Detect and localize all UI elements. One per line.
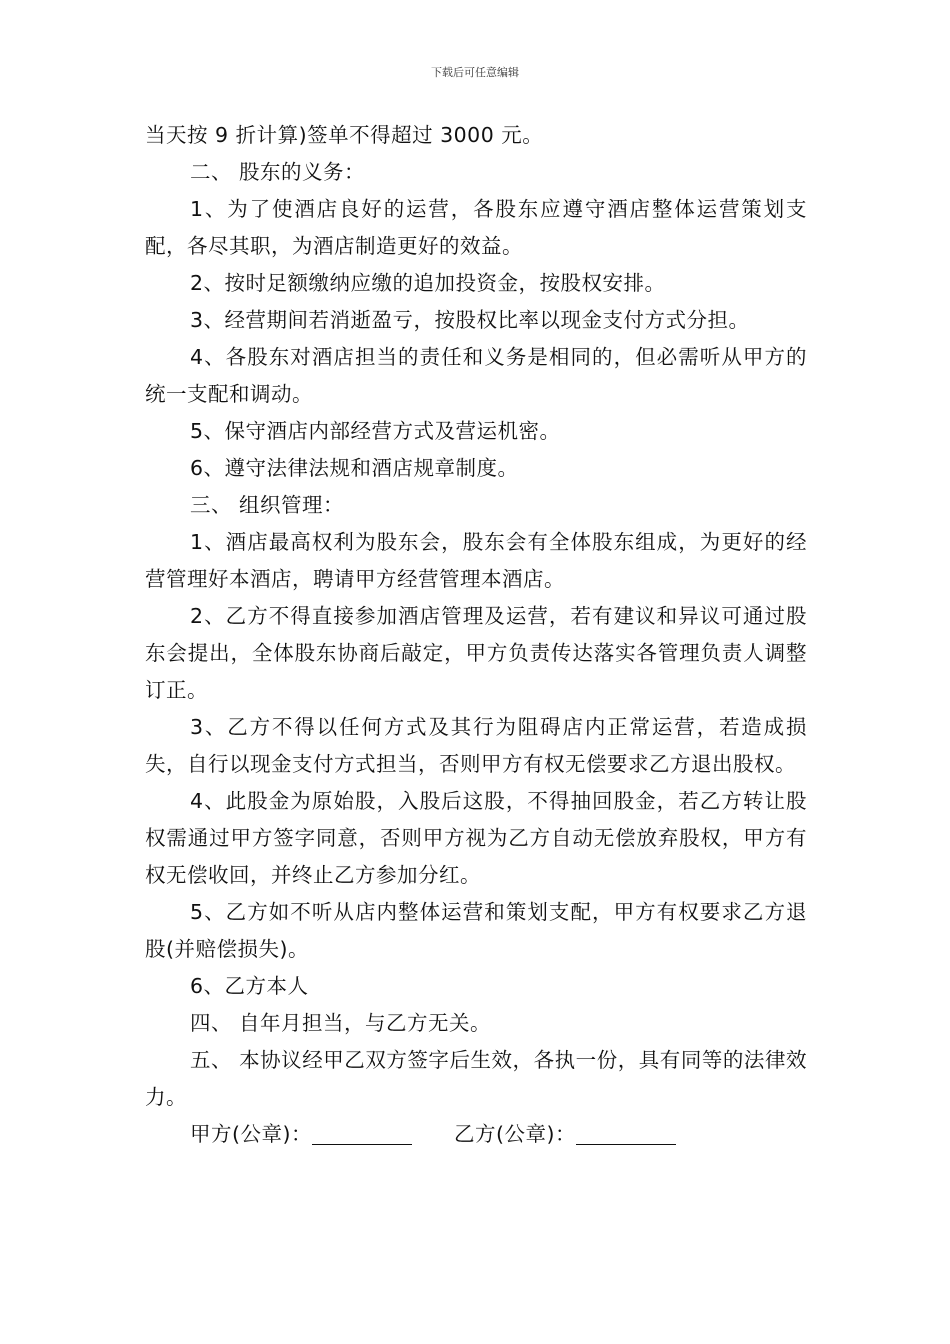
paragraph: 3、乙方不得以任何方式及其行为阻碍店内正常运营，若造成损失，自行以现金支付方式担当，否则甲方有权无偿要求乙方退出股权。 (145, 715, 807, 776)
party-b-label: 乙方(公章)： (454, 1122, 576, 1146)
section-heading: 五、 本协议经甲乙双方签字后生效，各执一份，具有同等的法律效力。 (145, 1048, 807, 1109)
paragraph: 1、为了使酒店良好的运营，各股东应遵守酒店整体运营策划支配，各尽其职，为酒店制造更好的效益。 (145, 197, 807, 258)
party-b-signature-blank[interactable] (576, 1124, 676, 1145)
paragraph: 3、经营期间若消逝盈亏，按股权比率以现金支付方式分担。 (190, 308, 750, 332)
paragraph: 6、乙方本人 (190, 974, 309, 998)
paragraph: 4、各股东对酒店担当的责任和义务是相同的，但必需听从甲方的统一支配和调动。 (145, 345, 807, 406)
section-heading: 二、 股东的义务： (190, 160, 366, 184)
paragraph: 4、此股金为原始股，入股后这股，不得抽回股金，若乙方转让股权需通过甲方签字同意，否则甲方视为乙方自动无偿放弃股权，甲方有权无偿收回，并终止乙方参加分红。 (145, 789, 807, 887)
paragraph: 6、遵守法律法规和酒店规章制度。 (190, 456, 519, 480)
paragraph: 1、酒店最高权利为股东会，股东会有全体股东组成，为更好的经营管理好本酒店，聘请甲方经营管理本酒店。 (145, 530, 807, 591)
paragraph: 当天按 9 折计算)签单不得超过 3000 元。 (145, 123, 544, 147)
page-header: 下载后可任意编辑 (431, 66, 519, 79)
document-body (145, 117, 807, 1153)
party-a-signature-blank[interactable] (312, 1124, 412, 1145)
paragraph: 2、乙方不得直接参加酒店管理及运营，若有建议和异议可通过股东会提出，全体股东协商后敲定，甲方负责传达落实各管理负责人调整订正。 (145, 604, 807, 702)
party-a-label: 甲方(公章)： (190, 1122, 312, 1146)
paragraph: 2、按时足额缴纳应缴的追加投资金，按股权安排。 (190, 271, 666, 295)
signature-line (145, 1116, 807, 1153)
paragraph: 5、保守酒店内部经营方式及营运机密。 (190, 419, 561, 443)
paragraph: 5、乙方如不听从店内整体运营和策划支配，甲方有权要求乙方退股(并赔偿损失)。 (145, 900, 807, 961)
section-heading: 三、 组织管理： (190, 493, 345, 517)
section-heading: 四、 自年月担当，与乙方无关。 (190, 1011, 492, 1035)
